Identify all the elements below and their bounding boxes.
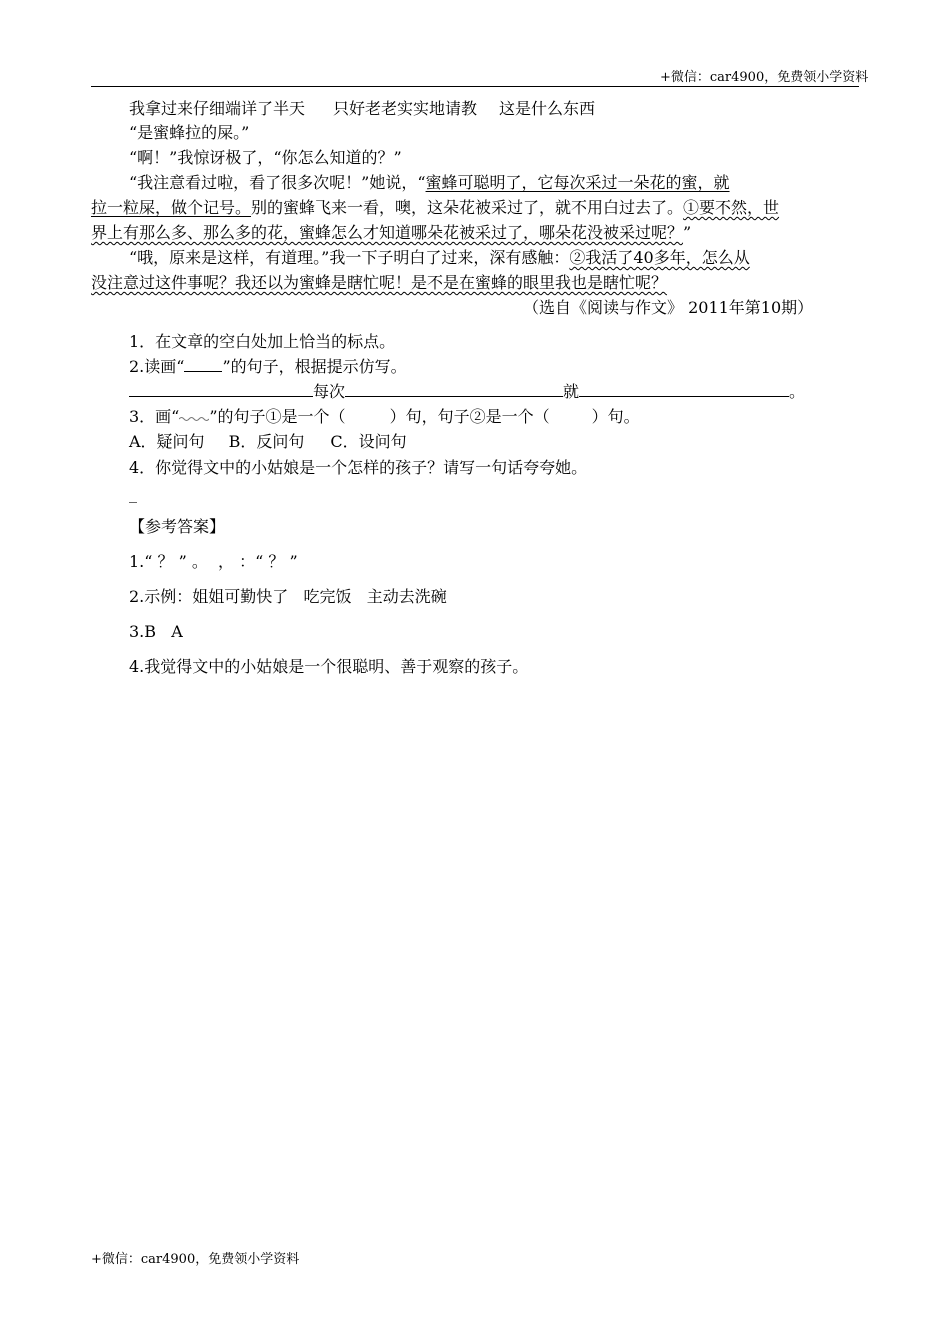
question-2 [129, 357, 407, 377]
underlined-sentence: 蜜蜂可聪明了，它每次采过一朵花的蜜，就 [425, 173, 730, 192]
question-text: ”的句子①是一个（ [209, 407, 346, 426]
header-divider [91, 86, 859, 87]
passage-line-3: “啊！”我惊讶极了，“你怎么知道的？” [129, 148, 402, 167]
question-3-options [129, 432, 407, 452]
question-text: ）句，句子②是一个（ [389, 407, 550, 426]
question-3 [129, 407, 640, 427]
option-b: B．反问句 [228, 432, 305, 451]
passage-text: “我注意看过啦，看了很多次呢！”她说，“ [129, 173, 426, 192]
passage-line-7 [129, 248, 750, 268]
wavy-sentence-1: 界上有那么多、那么多的花，蜜蜂怎么才知道哪朵花被采过了，哪朵花没被采过呢？ [91, 223, 684, 242]
passage-line-1 [129, 99, 595, 119]
answer-1: 1.“ ？ ” 。 ， ：“ ？ ” [129, 552, 298, 571]
answers-title: 【参考答案】 [129, 517, 226, 536]
question-2-fill [129, 382, 805, 402]
answer-2: 2.示例：姐姐可勤快了 吃完饭 主动去洗碗 [129, 587, 447, 606]
question-text: 每次 [313, 382, 346, 401]
straight-line-symbol [184, 357, 222, 372]
fill-blank-1[interactable] [129, 382, 313, 397]
answer-4: 4.我觉得文中的小姑娘是一个很聪明、善于观察的孩子。 [129, 657, 529, 676]
question-text: 3．画“ [129, 407, 180, 426]
question-text: 就 [563, 382, 580, 401]
passage-text: 这是什么东西 [499, 99, 596, 118]
passage-text: ” [683, 223, 692, 242]
fill-blank-3[interactable] [579, 382, 789, 397]
fill-blank-2[interactable] [345, 382, 563, 397]
question-text: ”的句子，根据提示仿写。 [222, 357, 407, 376]
option-c: C．设问句 [330, 432, 407, 451]
wavy-sentence-1: ①要不然，世 [683, 198, 780, 217]
wavy-sentence-2: ②我活了40多年，怎么从 [569, 248, 750, 267]
question-text: 2.读画“ [129, 357, 185, 376]
question-4-blank[interactable]: _ [129, 484, 137, 503]
passage-text: 别的蜜蜂飞来一看，噢，这朵花被采过了，就不用白过去了。 [251, 198, 684, 217]
wavy-line-symbol [179, 410, 209, 422]
question-1: 1．在文章的空白处加上恰当的标点。 [129, 332, 396, 351]
underlined-sentence: 拉一粒屎，做个记号。 [91, 198, 252, 217]
passage-text: 只好老老实实地请教 [333, 99, 478, 118]
passage-source: （选自《阅读与作文》 2011年第10期） [523, 298, 814, 317]
page-footer-text: +微信：car4900，免费领小学资料 [91, 1252, 300, 1267]
question-text: 。 [789, 382, 806, 401]
passage-line-6 [91, 223, 691, 243]
page-header-text: +微信：car4900，免费领小学资料 [660, 70, 869, 85]
question-text: ）句。 [591, 407, 640, 426]
passage-text: 我拿过来仔细端详了半天 [129, 99, 306, 118]
passage-line-4 [129, 173, 730, 193]
passage-line-2: “是蜜蜂拉的屎。” [129, 123, 250, 142]
passage-text: “哦，原来是这样，有道理。”我一下子明白了过来，深有感触： [129, 248, 570, 267]
passage-line-5 [91, 198, 779, 218]
wavy-sentence-2: 没注意过这件事呢？我还以为蜜蜂是瞎忙呢！是不是在蜜蜂的眼里我也是瞎忙呢？ [91, 273, 668, 292]
option-a: A．疑问句 [129, 432, 205, 451]
answer-3: 3.B A [129, 622, 183, 641]
question-4: 4．你觉得文中的小姑娘是一个怎样的孩子？请写一句话夸夸她。 [129, 458, 588, 477]
